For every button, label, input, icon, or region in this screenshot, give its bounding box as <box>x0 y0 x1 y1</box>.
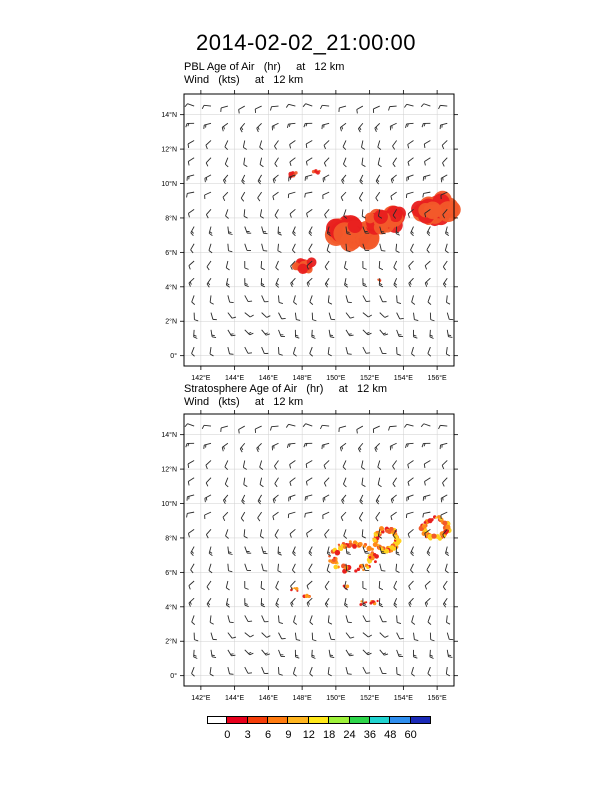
longitude-tick-label: 150°E <box>326 695 346 702</box>
age-fill-patch <box>328 559 331 562</box>
colorbar-swatch <box>390 716 410 724</box>
colorbar-label: 60 <box>404 729 417 741</box>
age-fill-patch <box>390 545 395 550</box>
age-fill-patch <box>338 546 343 551</box>
age-fill-patch <box>307 257 317 267</box>
age-fill-patch <box>295 587 299 591</box>
colorbar-swatch <box>329 716 349 724</box>
map-svg <box>161 414 454 702</box>
age-fill-patch <box>435 517 437 519</box>
age-fill-patch <box>357 568 360 571</box>
age-fill-patch <box>366 546 371 551</box>
latitude-tick-label: 14°N <box>161 112 177 120</box>
colorbar-swatch <box>268 716 288 724</box>
longitude-tick-label: 148°E <box>292 695 312 702</box>
longitude-tick-label: 156°E <box>427 375 447 382</box>
age-fill-patch <box>368 560 371 563</box>
age-fill-patch <box>385 529 388 532</box>
age-fill-patch <box>347 585 349 587</box>
longitude-tick-label: 144°E <box>225 375 245 382</box>
age-fill-patch <box>372 538 376 542</box>
latitude-tick-label: 12°N <box>161 466 177 474</box>
age-fill-patch <box>384 549 389 554</box>
page-title: 2014-02-02_21:00:00 <box>196 30 416 55</box>
age-fill-patch <box>333 565 338 570</box>
latitude-tick-label: 10°N <box>161 501 177 509</box>
longitude-tick-label: 142°E <box>191 375 211 382</box>
age-fill-patch <box>373 542 378 547</box>
age-fill-patch <box>374 210 388 224</box>
latitude-tick-label: 8°N <box>165 215 177 223</box>
colorbar-swatch <box>370 716 390 724</box>
colorbar-swatch <box>309 716 329 724</box>
colorbar <box>207 716 431 724</box>
age-fill-patch <box>370 553 372 555</box>
age-fill-patch <box>374 554 379 559</box>
age-fill-patch <box>360 600 362 602</box>
longitude-tick-label: 152°E <box>360 695 380 702</box>
latitude-tick-label: 0° <box>170 673 177 681</box>
map-svg <box>161 94 454 382</box>
age-fill-patch <box>365 601 367 603</box>
age-fill-patch <box>332 558 336 562</box>
colorbar-swatch <box>350 716 370 724</box>
colorbar-label: 36 <box>363 729 377 741</box>
colorbar-label: 12 <box>302 729 315 741</box>
age-fill-patch <box>424 201 442 219</box>
latitude-tick-label: 4°N <box>165 604 177 612</box>
longitude-tick-label: 154°E <box>393 375 413 382</box>
latitude-tick-label: 8°N <box>165 535 177 543</box>
colorbar-swatch <box>411 716 431 724</box>
colorbar-label: 3 <box>244 729 251 741</box>
age-fill-patch <box>298 264 308 274</box>
stratosphere-age-map-panel <box>161 414 454 702</box>
age-fill-patch <box>391 530 394 533</box>
age-fill-patch <box>445 525 450 530</box>
age-fill-patch <box>376 600 378 602</box>
latitude-tick-label: 4°N <box>165 284 177 292</box>
panel2-title-line1: Stratosphere Age of Air (hr) at 12 km <box>184 383 387 395</box>
pbl-age-map-panel <box>161 94 454 382</box>
longitude-tick-label: 142°E <box>191 695 211 702</box>
colorbar-swatch <box>227 716 247 724</box>
longitude-tick-label: 144°E <box>225 695 245 702</box>
latitude-tick-label: 2°N <box>165 318 177 326</box>
colorbar-swatch <box>207 716 227 724</box>
colorbar-swatch <box>248 716 268 724</box>
latitude-tick-label: 6°N <box>165 569 177 577</box>
age-fill-patch <box>335 550 341 556</box>
longitude-tick-label: 154°E <box>393 695 413 702</box>
latitude-tick-label: 0° <box>170 353 177 361</box>
age-fill-patch <box>359 565 361 567</box>
age-fill-patch <box>369 602 372 605</box>
age-fill-patch <box>438 537 442 541</box>
latitude-tick-label: 14°N <box>161 432 177 440</box>
colorbar-swatch <box>288 716 308 724</box>
age-fill-patch <box>360 603 362 605</box>
panel1-title-line2: Wind (kts) at 12 km <box>184 74 304 86</box>
colorbar-label: 9 <box>285 729 292 741</box>
longitude-tick-label: 146°E <box>258 375 278 382</box>
age-fill-patch <box>348 218 363 233</box>
age-fill-patch <box>395 543 399 547</box>
age-fill-patch <box>431 518 434 521</box>
age-fill-patch <box>358 542 362 546</box>
latitude-tick-label: 2°N <box>165 638 177 646</box>
longitude-tick-label: 152°E <box>360 375 380 382</box>
age-fill-patch <box>431 534 436 539</box>
age-fill-patch <box>366 566 369 569</box>
age-fill-patch <box>375 531 378 534</box>
colorbar-label: 6 <box>265 729 272 741</box>
longitude-tick-label: 148°E <box>292 375 312 382</box>
age-fill-patch <box>352 544 357 549</box>
longitude-tick-label: 150°E <box>326 375 346 382</box>
latitude-tick-label: 10°N <box>161 181 177 189</box>
age-fill-patch <box>442 521 447 526</box>
colorbar-label: 0 <box>224 729 231 741</box>
age-fill-patch <box>425 525 427 527</box>
panel2-title-line2: Wind (kts) at 12 km <box>184 396 304 408</box>
age-fill-patch <box>305 594 309 598</box>
colorbar-label: 24 <box>343 729 356 741</box>
colorbar-label: 48 <box>384 729 397 741</box>
latitude-tick-label: 6°N <box>165 249 177 257</box>
age-fill-patch <box>374 560 377 563</box>
longitude-tick-label: 156°E <box>427 695 447 702</box>
age-fill-patch <box>314 170 317 173</box>
panel1-title-line1: PBL Age of Air (hr) at 12 km <box>184 61 345 73</box>
latitude-tick-label: 12°N <box>161 146 177 154</box>
age-fill-patch <box>424 521 427 524</box>
age-fill-patch <box>369 556 372 559</box>
colorbar-label: 18 <box>323 729 336 741</box>
longitude-tick-label: 146°E <box>258 695 278 702</box>
